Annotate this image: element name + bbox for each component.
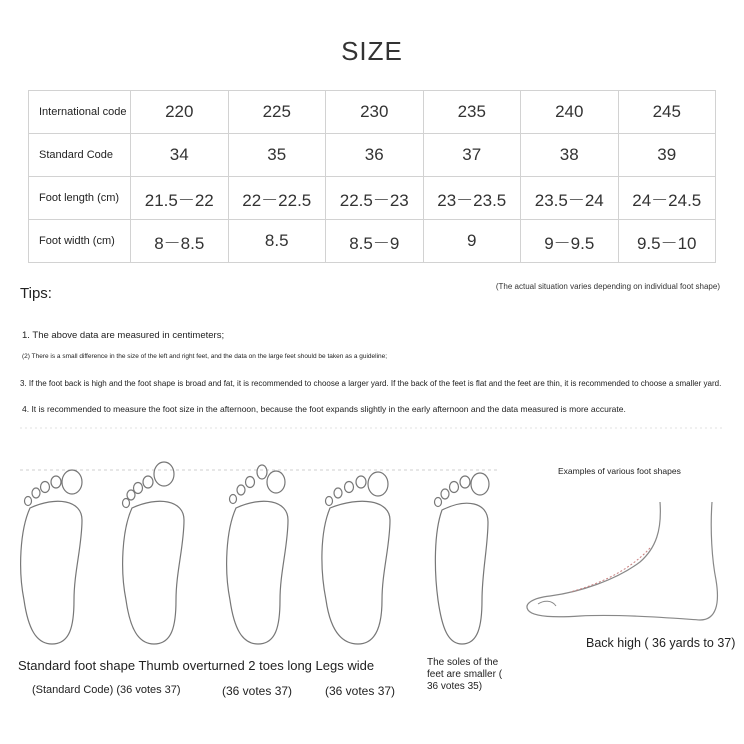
row-label: Foot length (cm) — [29, 177, 131, 220]
size-cell: 22.5－23 — [326, 177, 424, 220]
high-back-foot-icon — [520, 500, 730, 630]
size-cell: 22－22.5 — [228, 177, 326, 220]
size-cell: 34 — [131, 134, 229, 177]
size-cell: 8－8.5 — [131, 220, 229, 263]
size-cell: 9－9.5 — [521, 220, 619, 263]
size-cell: 37 — [423, 134, 521, 177]
size-cell: 8.5 — [228, 220, 326, 263]
row-label: Foot width (cm) — [29, 220, 131, 263]
tips-heading: Tips: — [20, 285, 52, 302]
size-cell: 245 — [618, 91, 716, 134]
size-cell: 38 — [521, 134, 619, 177]
votes-caption-2: (36 votes 37) — [222, 684, 293, 698]
size-cell: 240 — [521, 91, 619, 134]
row-label: International code — [29, 91, 131, 134]
back-high-caption: Back high ( 36 yards to 37) — [586, 636, 736, 650]
size-cell: 24－24.5 — [618, 177, 716, 220]
wide-foot-icon — [320, 460, 392, 650]
thumb-overturned-foot-icon — [118, 460, 190, 650]
tip-1: 1. The above data are measured in centimeters; — [22, 330, 225, 341]
votes-caption-3: (36 votes 37) — [325, 684, 396, 698]
size-cell: 8.5－9 — [326, 220, 424, 263]
standard-foot-icon — [16, 460, 86, 650]
size-cell: 39 — [618, 134, 716, 177]
foot-shape-note: (The actual situation varies depending on individual foot shape) — [495, 282, 720, 291]
size-cell: 23.5－24 — [521, 177, 619, 220]
size-cell: 9.5－10 — [618, 220, 716, 263]
size-cell: 230 — [326, 91, 424, 134]
small-sole-foot-icon — [426, 460, 498, 650]
size-cell: 220 — [131, 91, 229, 134]
standard-code-caption: (Standard Code) (36 votes 37) — [32, 684, 181, 696]
size-cell: 225 — [228, 91, 326, 134]
size-cell: 235 — [423, 91, 521, 134]
size-cell: 23－23.5 — [423, 177, 521, 220]
foot-shape-captions: Standard foot shape Thumb overturned 2 toes long Legs wide — [18, 658, 375, 673]
examples-heading: Examples of various foot shapes — [558, 466, 681, 476]
size-cell: 9 — [423, 220, 521, 263]
row-label: Standard Code — [29, 134, 131, 177]
size-cell: 36 — [326, 134, 424, 177]
long-second-toe-foot-icon — [222, 460, 294, 650]
tip-4: 4. It is recommended to measure the foot size in the afternoon, because the foot expands slightly in the early afternoon and the data measured is more accurate. — [22, 404, 626, 414]
size-cell: 21.5－22 — [131, 177, 229, 220]
small-soles-caption: The soles of the feet are smaller ( 36 votes 35) — [427, 657, 503, 692]
tip-2: (2) There is a small difference in the size of the left and right feet, and the data on the large feet should be taken as a guideline; — [22, 353, 388, 360]
size-cell: 35 — [228, 134, 326, 177]
page-title: SIZE — [341, 36, 403, 66]
tip-3: 3. If the foot back is high and the foot shape is broad and fat, it is recommended to choose a larger yard. If the back of the feet is flat and the feet are thin, it is recommended to choose a smaller yard. — [20, 379, 722, 388]
